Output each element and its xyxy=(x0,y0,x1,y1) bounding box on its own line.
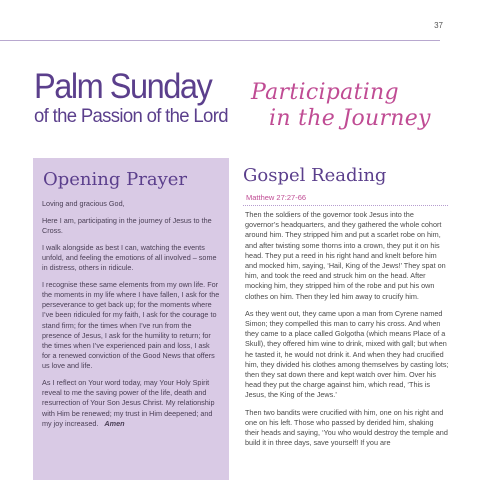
gospel-reading-text xyxy=(245,210,449,455)
gospel-divider xyxy=(243,205,448,206)
script-tagline-line1: Participating xyxy=(251,80,399,105)
prayer-paragraph xyxy=(42,378,220,429)
opening-prayer-text xyxy=(42,199,220,436)
prayer-paragraph: I walk alongside as best I can, watching the events unfold, and feeling the emotions of all involved – some in distress, others in ridicule. xyxy=(42,242,217,273)
gospel-paragraph: As they went out, they came upon a man from Cyrene named Simon; they compelled this man to carry his cross. And when they came to a place called Golgotha (which means Place of a Skull), they offered him wine to drink, mixed with gall; but when he tasted it, he would not drink it. And when they had crucified him, they divided his clothes among themselves by casting lots; then they sat down there and kept watch over him. Over his head they put the charge against him, which read, ‘This is Jesus, the King of the Jews.’ xyxy=(245,308,449,400)
gospel-reading-heading: Gospel Reading xyxy=(243,165,387,186)
gospel-reference: Matthew 27:27-66 xyxy=(246,193,307,202)
page-title: Palm Sunday xyxy=(34,67,212,106)
prayer-paragraph: Loving and gracious God, xyxy=(42,199,125,208)
prayer-paragraph: I recognise these same elements from my own life. For the moments in my life where I have fallen, I ask for the perseverance to get back up; for the moments where I’ve been ridiculed for my faith, I ask for the courage to stand firm; for the times when I’ve run from the presence of Jesus, I ask for the humility to return; for the times when I’ve experienced pain and loss, I ask for a renewed conviction of the Good News that offers us love and life. xyxy=(42,279,220,371)
header-divider xyxy=(0,40,440,41)
opening-prayer-heading: Opening Prayer xyxy=(43,169,187,190)
page-subtitle: of the Passion of the Lord xyxy=(34,105,228,127)
amen-text: Amen xyxy=(104,418,125,428)
prayer-final-text: As I reflect on Your word today, may Your Holy Spirit reveal to me the saving power of the life, death and resurrection of Your Son Jesus Christ. My relationship with Him be renewed; my trust in Him deepened; and my joy increased. xyxy=(42,378,215,428)
gospel-paragraph: Then two bandits were crucified with him, one on his right and one on his left. Those who passed by derided him, shaking their heads and saying, ‘You who would destroy the temple and build it in three days, save yourself! If you are xyxy=(245,407,448,448)
script-tagline-line2: in the Journey xyxy=(269,106,431,131)
page-number: 37 xyxy=(434,21,443,30)
prayer-paragraph: Here I am, participating in the journey of Jesus to the Cross. xyxy=(42,215,212,235)
gospel-paragraph: Then the soldiers of the governor took Jesus into the governor’s headquarters, and they gathered the whole cohort around him. They stripped him and put a scarlet robe on him, and after twisting some thorns into a crown, they put it on his head. They put a reed in his right hand and knelt before him and mocked him, saying, ‘Hail, King of the Jews!’ They spat on him, and took the reed and struck him on the head. After mocking him, they stripped him of the robe and put his own clothes on him. Then they led him away to crucify him. xyxy=(245,210,446,301)
